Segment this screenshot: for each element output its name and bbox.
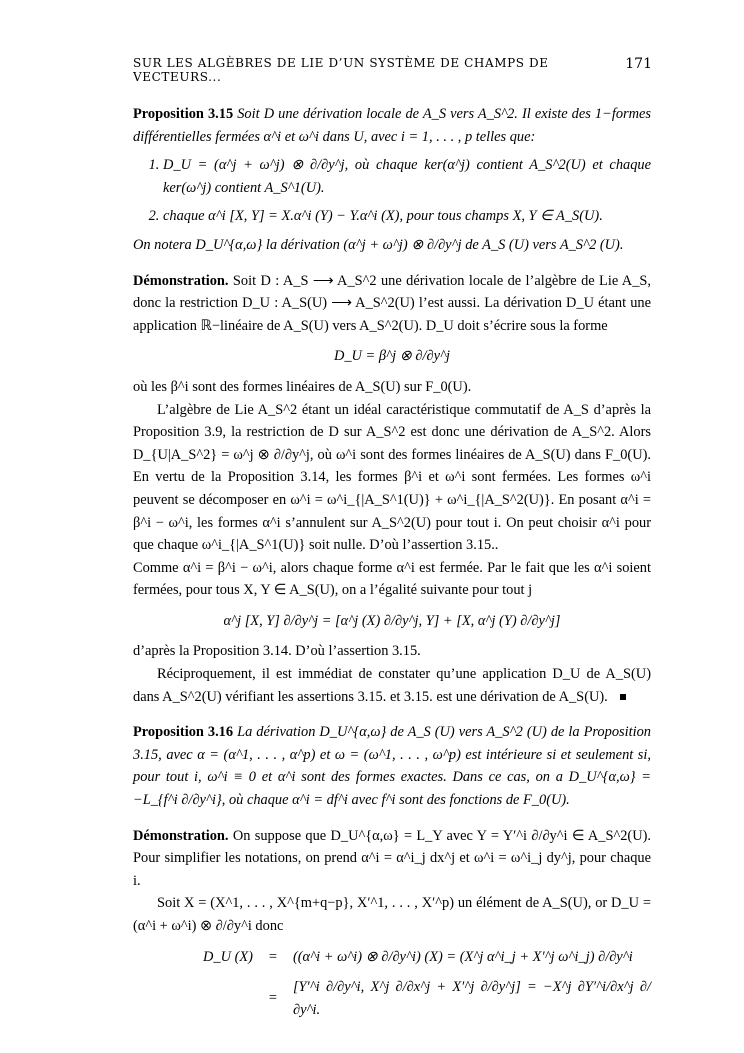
equation-rhs: [Y′^i ∂/∂y^i, X^j ∂/∂x^j + X′^j ∂/∂y^j] = −X^j ∂Y′^i/∂x^j ∂/∂y^i. (292, 979, 651, 1018)
proposition-item-1: 1. D_U = (α^j + ω^j) ⊗ ∂/∂y^j, où chaque ker(α^j) contient A_S^2(U) et chaque ker(ω^j) contient A_S^1(U). (163, 154, 651, 199)
page-number: 171 (625, 56, 652, 72)
demonstration-text: On suppose que D_U^{α,ω} = L_Y avec Y = Y′^i ∂/∂y^i ∈ A_S^2(U). Pour simplifier les notations, on prend α^i = α^i_j dx^j et ω^i = ω^i_j dy^j, pour chaque i. (133, 827, 651, 889)
paragraph: d’après la Proposition 3.14. D’où l’assertion 3.15. (133, 643, 421, 660)
paragraph: Soit X = (X^1, . . . , X^{m+q−p}, X′^1, . . . , X′^p) un élément de A_S(U), or D_U = (α^i + ω^i) ⊗ ∂/∂y^i donc (133, 895, 651, 934)
paragraph-text: Réciproquement, il est immédiat de constater qu’une application D_U de A_S(U) dans A_S^2(U) vérifiant les assertions 3.15. et 3.15. est une dérivation de A_S(U). (133, 666, 651, 705)
equation-text: D_U = β^j ⊗ ∂/∂y^j (333, 348, 451, 365)
equation-array (203, 946, 651, 1022)
paragraph: Comme α^i = β^i − ω^i, alors chaque forme α^i est fermée. Par le fait que les α^i soient fermées, pour tous X, Y ∈ A_S(U), on a l’égalité suivante pour tout j (133, 559, 651, 599)
page-body (133, 103, 651, 1021)
qed-square-icon (620, 694, 626, 700)
equals-sign: = (268, 948, 278, 965)
equation-rhs: ((α^i + ω^i) ⊗ ∂/∂y^i) (X) = (X^j α^i_j + X′^j ω^i_j) ∂/∂y^i (292, 948, 633, 965)
equation-lhs: D_U (X) (203, 948, 253, 965)
proposition-3-16 (133, 721, 651, 811)
proposition-statement: Soit D une dérivation locale de A_S vers A_S^2. Il existe des 1−formes différentielles fermées α^i et ω^i dans U, avec i = 1, . . . , p telles que: (133, 106, 651, 145)
proposition-item-2: 2. chaque α^i [X, Y] = X.α^i (Y) − Y.α^i (X), pour tous champs X, Y ∈ A_S(U). (163, 205, 651, 228)
running-head-title: SUR LES ALGÈBRES DE LIE D’UN SYSTÈME DE CHAMPS DE VECTEURS... (133, 56, 549, 84)
demonstration-1 (133, 270, 651, 338)
paragraph: L’algèbre de Lie A_S^2 étant un idéal caractéristique commutatif de A_S d’après la Proposition 3.9, la restriction de D sur A_S^2 est donc une dérivation de A_S^2. Alors D_{U|A_S^2} = ω^j ⊗ ∂/∂y^j, où ω^i sont des formes linéaires de A_S(U) dans F_0(U). En vertu de la Proposition 3.14, les formes β^i et ω^i sont fermées. Les formes ω^i peuvent se décomposer en ω^i = ω^i_{|A_S^1(U)} + ω^i_{|A_S^2(U)}. En posant α^i = β^i − ω^i, les formes α^i s’annulent sur A_S^2(U) pour tout i. On peut choisir α^i pour que chaque ω^i_{|A_S^1(U)} soit nulle. D’où l’assertion 3.15.. (133, 401, 651, 554)
equation-text: α^j [X, Y] ∂/∂y^j = [α^j (X) ∂/∂y^j, Y] + [X, α^j (Y) ∂/∂y^j] (223, 612, 561, 629)
proposition-label: Proposition 3.15 (133, 106, 234, 122)
proposition-label: Proposition 3.16 (133, 724, 234, 741)
equation-du (133, 345, 651, 368)
paragraph (133, 663, 651, 708)
demonstration-text: Soit D : A_S ⟶ A_S^2 une dérivation locale de l’algèbre de Lie A_S, donc la restriction D_U : A_S(U) ⟶ A_S^2(U) l’est aussi. La dérivation D_U étant une application ℝ−linéaire de A_S(U) vers A_S^2(U). D_U doit s’écrire sous la forme (133, 272, 651, 334)
equals-sign: = (268, 990, 278, 1007)
demonstration-label: Démonstration. (133, 827, 229, 844)
demonstration-2 (133, 825, 651, 893)
proposition-3-15 (133, 103, 651, 148)
proposition-statement: La dérivation D_U^{α,ω} de A_S (U) vers A_S^2 (U) de la Proposition 3.15, avec α = (α^1, . . . , α^p) et ω = (ω^1, . . . , ω^p) est intérieure si et seulement si, pour tout i, ω^i ≡ 0 et α^i sont des formes exactes. Dans ce cas, on a D_U^{α,ω} = −L_{f^i ∂/∂y^i}, où chaque α^i = df^i avec f^i sont des fonctions de F_0(U). (133, 724, 651, 809)
proposition-items (133, 154, 651, 228)
paragraph: où les β^i sont des formes linéaires de A_S(U) sur F_0(U). (133, 378, 472, 395)
equation-bracket (133, 610, 651, 633)
proposition-note: On notera D_U^{α,ω} la dérivation (α^j + ω^j) ⊗ ∂/∂y^j de A_S (U) vers A_S^2 (U). (133, 236, 624, 253)
demonstration-label: Démonstration. (133, 272, 229, 289)
running-head (133, 56, 652, 84)
